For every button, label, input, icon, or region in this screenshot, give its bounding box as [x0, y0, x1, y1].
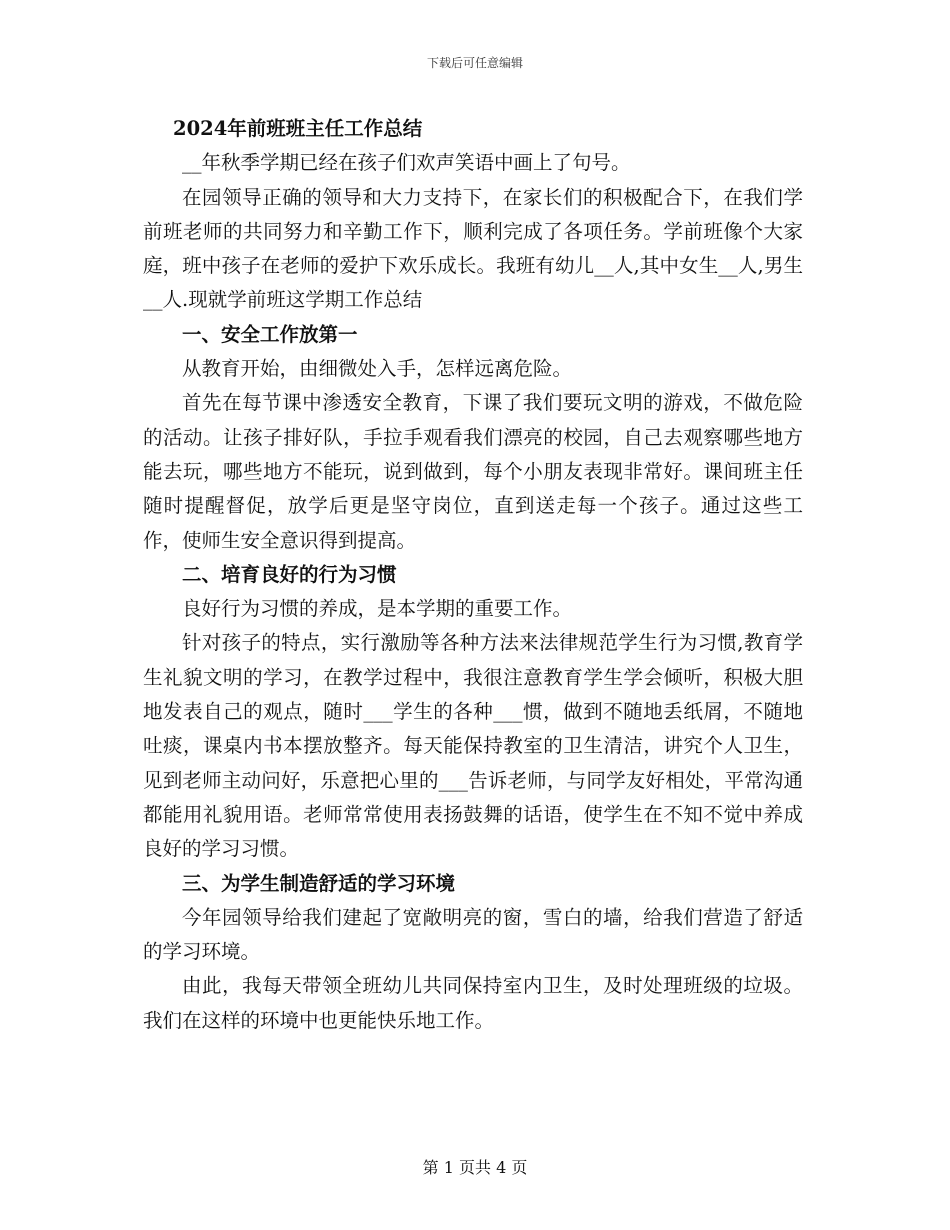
environment-paragraph-1: 今年园领导给我们建起了宽敞明亮的窗，雪白的墙，给我们营造了舒适的学习环境。	[143, 905, 803, 964]
habits-paragraph-2: 针对孩子的特点，实行激励等各种方法来法律规范学生行为习惯,教育学生礼貌文明的学习，在教学过程中，我很注意教育学生学会倾听，积极大胆地发表自己的观点，随时___学生的各种___惯，做到不随地丢纸屑，不随地吐痰，课桌内书本摆放整齐。每天能保持教室的卫生清洁，讲究个人卫生，见到老师主动问好，乐意把心里的___告诉老师，与同学友好相处，平常沟通都能用礼貌用语。老师常常使用表扬鼓舞的话语，使学生在不知不觉中养成良好的学习习惯。	[143, 631, 803, 861]
safety-paragraph-2: 首先在每节课中渗透安全教育，下课了我们要玩文明的游戏，不做危险的活动。让孩子排好队，手拉手观看我们漂亮的校园，自己去观察哪些地方能去玩，哪些地方不能玩，说到做到，每个小朋友表现非常好。课间班主任随时提醒督促，放学后更是坚守岗位，直到送走每一个孩子。通过这些工作，使师生安全意识得到提高。	[143, 391, 803, 552]
page-number: 第 1 页共 4 页	[422, 1158, 528, 1177]
intro-paragraph-1: __年秋季学期已经在孩子们欢声笑语中画上了句号。	[182, 151, 631, 175]
section-heading-environment: 三、为学生制造舒适的学习环境	[182, 871, 456, 895]
document-title: 2024年前班班主任工作总结	[173, 117, 423, 140]
section-heading-safety: 一、安全工作放第一	[182, 322, 358, 346]
section-heading-habits: 二、培育良好的行为习惯	[182, 562, 397, 586]
safety-paragraph-1: 从教育开始，由细微处入手，怎样远离危险。	[182, 357, 573, 381]
environment-paragraph-2: 由此，我每天带领全班幼儿共同保持室内卫生，及时处理班级的垃圾。我们在这样的环境中也更能快乐地工作。	[143, 974, 803, 1032]
header-note: 下载后可任意编辑	[426, 56, 523, 70]
intro-paragraph-2: 在园领导正确的领导和大力支持下，在家长们的积极配合下，在我们学前班老师的共同努力和辛勤工作下，顺利完成了各项任务。学前班像个大家庭，班中孩子在老师的爱护下欢乐成长。我班有幼儿__人,其中女生__人,男生__人.现就学前班这学期工作总结	[143, 185, 803, 312]
document-body	[143, 112, 803, 1038]
habits-paragraph-1: 良好行为习惯的养成，是本学期的重要工作。	[182, 597, 573, 621]
